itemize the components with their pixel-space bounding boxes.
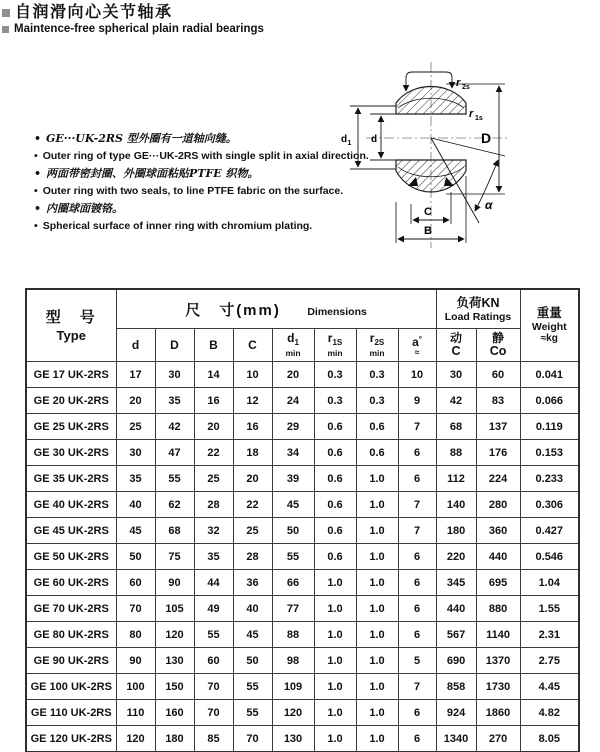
value-cell: 98 — [272, 648, 314, 674]
type-cell: GE 100 UK-2RS — [26, 674, 116, 700]
value-cell: 50 — [233, 648, 272, 674]
dim-col-header: a° ≈ — [398, 329, 436, 362]
value-cell: 34 — [272, 440, 314, 466]
value-cell: 25 — [116, 414, 155, 440]
value-cell: 22 — [233, 492, 272, 518]
value-cell: 12 — [233, 388, 272, 414]
value-cell: 1.0 — [314, 596, 356, 622]
value-cell: 60 — [476, 362, 520, 388]
value-cell: 1.0 — [356, 622, 398, 648]
value-cell: 109 — [272, 674, 314, 700]
type-cell: GE 50 UK-2RS — [26, 544, 116, 570]
dim-col-header: $d_1$ min — [272, 329, 314, 362]
dim-label-d: d — [371, 134, 378, 145]
value-cell: 1.0 — [356, 544, 398, 570]
value-cell: 924 — [436, 700, 476, 726]
spec-table — [25, 288, 580, 752]
table-row — [26, 518, 579, 544]
value-cell: 0.066 — [520, 388, 579, 414]
value-cell: 0.6 — [314, 492, 356, 518]
value-cell: 8.05 — [520, 726, 579, 752]
bullet-dot-icon: • — [34, 184, 38, 197]
value-cell: 1.0 — [356, 674, 398, 700]
load-col-header: 动 C — [436, 329, 476, 362]
value-cell: 6 — [398, 466, 436, 492]
bearing-cross-section-diagram — [328, 56, 598, 270]
value-cell: 1.0 — [314, 726, 356, 752]
type-cell: GE 60 UK-2RS — [26, 570, 116, 596]
value-cell: 22 — [194, 440, 233, 466]
value-cell: 1370 — [476, 648, 520, 674]
value-cell: 180 — [155, 726, 194, 752]
dim-label-B: B — [424, 225, 432, 237]
outer-ring-bottom-section — [396, 160, 466, 192]
type-cell: GE 110 UK-2RS — [26, 700, 116, 726]
dim-label-r1s: r — [469, 108, 474, 120]
value-cell: 0.3 — [356, 388, 398, 414]
feature-item — [34, 130, 334, 148]
type-cell: GE 80 UK-2RS — [26, 622, 116, 648]
type-cell: GE 17 UK-2RS — [26, 362, 116, 388]
value-cell: 1.0 — [314, 700, 356, 726]
dim-label-r2s-sub: 2s — [462, 84, 470, 91]
value-cell: 105 — [155, 596, 194, 622]
value-cell: 130 — [155, 648, 194, 674]
value-cell: 62 — [155, 492, 194, 518]
page-header — [2, 3, 264, 37]
value-cell: 90 — [116, 648, 155, 674]
value-cell: 120 — [272, 700, 314, 726]
value-cell: 1.0 — [356, 492, 398, 518]
dim-label-d1: d — [341, 134, 348, 145]
value-cell: 7 — [398, 674, 436, 700]
value-cell: 55 — [155, 466, 194, 492]
value-cell: 1.0 — [356, 648, 398, 674]
value-cell: 30 — [436, 362, 476, 388]
value-cell: 120 — [116, 726, 155, 752]
value-cell: 88 — [436, 440, 476, 466]
table-row — [26, 674, 579, 700]
value-cell: 0.3 — [314, 362, 356, 388]
type-header-zh: 型 号 — [45, 308, 97, 326]
dim-label-r2s: r — [456, 77, 461, 89]
value-cell: 39 — [272, 466, 314, 492]
table-row — [26, 544, 579, 570]
value-cell: 25 — [194, 466, 233, 492]
value-cell: 1.04 — [520, 570, 579, 596]
value-cell: 1860 — [476, 700, 520, 726]
value-cell: 5 — [398, 648, 436, 674]
value-cell: 30 — [116, 440, 155, 466]
bullet-dot-icon: • — [34, 219, 38, 232]
value-cell: 55 — [233, 674, 272, 700]
value-cell: 18 — [233, 440, 272, 466]
type-cell: GE 120 UK-2RS — [26, 726, 116, 752]
value-cell: 14 — [194, 362, 233, 388]
type-cell: GE 40 UK-2RS — [26, 492, 116, 518]
table-row — [26, 362, 579, 388]
value-cell: 137 — [476, 414, 520, 440]
value-cell: 70 — [194, 700, 233, 726]
value-cell: 70 — [194, 674, 233, 700]
value-cell: 68 — [155, 518, 194, 544]
value-cell: 0.3 — [314, 388, 356, 414]
value-cell: 1340 — [436, 726, 476, 752]
table-row — [26, 466, 579, 492]
value-cell: 55 — [194, 622, 233, 648]
table-row — [26, 570, 579, 596]
value-cell: 66 — [272, 570, 314, 596]
value-cell: 0.6 — [314, 440, 356, 466]
value-cell: 0.233 — [520, 466, 579, 492]
value-cell: 32 — [194, 518, 233, 544]
feature-text: Outer ring with two seals, to line PTFE fabric on the surface. — [42, 184, 344, 197]
value-cell: 28 — [194, 492, 233, 518]
value-cell: 6 — [398, 700, 436, 726]
value-cell: 77 — [272, 596, 314, 622]
table-row — [26, 726, 579, 752]
feature-list — [34, 130, 369, 235]
value-cell: 120 — [155, 622, 194, 648]
value-cell: 60 — [116, 570, 155, 596]
value-cell: 100 — [116, 674, 155, 700]
table-row — [26, 388, 579, 414]
value-cell: 6 — [398, 440, 436, 466]
value-cell: 150 — [155, 674, 194, 700]
value-cell: 0.306 — [520, 492, 579, 518]
value-cell: 695 — [476, 570, 520, 596]
feature-text: Outer ring of type GE···UK-2RS with single split in axial direction. — [42, 149, 369, 162]
value-cell: 0.427 — [520, 518, 579, 544]
type-cell: GE 70 UK-2RS — [26, 596, 116, 622]
value-cell: 1.0 — [314, 648, 356, 674]
value-cell: 1.0 — [356, 596, 398, 622]
value-cell: 17 — [116, 362, 155, 388]
dim-label-r1s-sub: 1s — [475, 115, 483, 122]
bullet-dot-icon: • — [34, 132, 42, 145]
value-cell: 0.041 — [520, 362, 579, 388]
feature-text: Spherical surface of inner ring with chromium plating. — [42, 219, 313, 232]
value-cell: 270 — [476, 726, 520, 752]
bullet-dot-icon: • — [34, 149, 38, 162]
value-cell: 345 — [436, 570, 476, 596]
dim-col-header: D — [155, 329, 194, 362]
dim-label-D: D — [481, 130, 492, 146]
value-cell: 0.119 — [520, 414, 579, 440]
title-row-zh — [2, 3, 264, 22]
dim-col-header: $r_{2S}$ min — [356, 329, 398, 362]
value-cell: 40 — [116, 492, 155, 518]
value-cell: 29 — [272, 414, 314, 440]
value-cell: 0.6 — [356, 440, 398, 466]
value-cell: 47 — [155, 440, 194, 466]
value-cell: 880 — [476, 596, 520, 622]
value-cell: 440 — [436, 596, 476, 622]
dim-col-header: C — [233, 329, 272, 362]
value-cell: 0.6 — [314, 414, 356, 440]
value-cell: 6 — [398, 570, 436, 596]
value-cell: 30 — [155, 362, 194, 388]
value-cell: 70 — [233, 726, 272, 752]
value-cell: 1.0 — [356, 466, 398, 492]
type-header-en: Type — [56, 327, 86, 343]
value-cell: 2.75 — [520, 648, 579, 674]
load-header-en: Load Ratings — [444, 310, 512, 323]
value-cell: 68 — [436, 414, 476, 440]
load-header-zh: 负荷KN — [456, 295, 500, 310]
title-row-en — [2, 22, 264, 37]
value-cell: 83 — [476, 388, 520, 414]
type-cell: GE 30 UK-2RS — [26, 440, 116, 466]
value-cell: 1.0 — [314, 674, 356, 700]
value-cell: 176 — [476, 440, 520, 466]
value-cell: 45 — [116, 518, 155, 544]
table-row — [26, 440, 579, 466]
value-cell: 60 — [194, 648, 233, 674]
value-cell: 280 — [476, 492, 520, 518]
feature-item — [34, 165, 334, 183]
value-cell: 80 — [116, 622, 155, 648]
type-column-header — [26, 289, 116, 362]
value-cell: 35 — [116, 466, 155, 492]
value-cell: 440 — [476, 544, 520, 570]
value-cell: 0.6 — [356, 414, 398, 440]
value-cell: 858 — [436, 674, 476, 700]
value-cell: 20 — [272, 362, 314, 388]
value-cell: 690 — [436, 648, 476, 674]
value-cell: 130 — [272, 726, 314, 752]
value-cell: 1.0 — [314, 570, 356, 596]
weight-header-zh: 重量 — [536, 306, 562, 320]
value-cell: 567 — [436, 622, 476, 648]
value-cell: 20 — [116, 388, 155, 414]
weight-header-en: Weight — [531, 321, 567, 333]
value-cell: 1.0 — [356, 726, 398, 752]
value-cell: 70 — [116, 596, 155, 622]
value-cell: 50 — [272, 518, 314, 544]
value-cell: 45 — [272, 492, 314, 518]
value-cell: 55 — [272, 544, 314, 570]
value-cell: 7 — [398, 518, 436, 544]
type-cell: GE 20 UK-2RS — [26, 388, 116, 414]
value-cell: 1730 — [476, 674, 520, 700]
value-cell: 50 — [116, 544, 155, 570]
value-cell: 1.0 — [314, 622, 356, 648]
value-cell: 6 — [398, 544, 436, 570]
value-cell: 224 — [476, 466, 520, 492]
feature-item — [34, 148, 369, 166]
weight-column-header — [520, 289, 579, 362]
value-cell: 20 — [194, 414, 233, 440]
value-cell: 110 — [116, 700, 155, 726]
dim-label-d1-sub: 1 — [347, 140, 352, 147]
value-cell: 55 — [233, 700, 272, 726]
page-title-zh: 自润滑向心关节轴承 — [15, 4, 173, 21]
dims-header-en: Dimensions — [307, 305, 367, 318]
value-cell: 75 — [155, 544, 194, 570]
value-cell: 4.82 — [520, 700, 579, 726]
feature-text: GE···UK-2RS 型外圈有一道轴向缝。 — [46, 132, 237, 145]
value-cell: 6 — [398, 622, 436, 648]
value-cell: 1.0 — [356, 700, 398, 726]
value-cell: 0.546 — [520, 544, 579, 570]
weight-header-unit: ≈kg — [540, 333, 558, 344]
dimensions-group-header — [116, 289, 436, 329]
bullet-square-icon — [2, 9, 10, 17]
dim-label-alpha: α — [485, 198, 493, 212]
value-cell: 20 — [233, 466, 272, 492]
outer-ring-top-section — [396, 87, 466, 115]
value-cell: 2.31 — [520, 622, 579, 648]
value-cell: 360 — [476, 518, 520, 544]
value-cell: 45 — [233, 622, 272, 648]
type-cell: GE 90 UK-2RS — [26, 648, 116, 674]
value-cell: 35 — [155, 388, 194, 414]
table-row — [26, 622, 579, 648]
feature-item — [34, 183, 344, 201]
value-cell: 0.6 — [314, 518, 356, 544]
value-cell: 6 — [398, 596, 436, 622]
value-cell: 44 — [194, 570, 233, 596]
feature-text: 两面带密封圈、外圈球面粘贴PTFE 织物。 — [46, 167, 259, 180]
value-cell: 42 — [155, 414, 194, 440]
page-title-en: Maintence-free spherical plain radial bearings — [14, 23, 264, 35]
value-cell: 0.6 — [314, 544, 356, 570]
value-cell: 1.55 — [520, 596, 579, 622]
type-cell: GE 35 UK-2RS — [26, 466, 116, 492]
value-cell: 140 — [436, 492, 476, 518]
value-cell: 160 — [155, 700, 194, 726]
value-cell: 180 — [436, 518, 476, 544]
value-cell: 6 — [398, 726, 436, 752]
value-cell: 7 — [398, 492, 436, 518]
value-cell: 24 — [272, 388, 314, 414]
value-cell: 16 — [233, 414, 272, 440]
feature-text: 内圈球面镀铬。 — [46, 202, 124, 215]
value-cell: 85 — [194, 726, 233, 752]
value-cell: 25 — [233, 518, 272, 544]
type-cell: GE 25 UK-2RS — [26, 414, 116, 440]
table-row — [26, 414, 579, 440]
dim-col-header: d — [116, 329, 155, 362]
value-cell: 90 — [155, 570, 194, 596]
value-cell: 1.0 — [356, 518, 398, 544]
value-cell: 4.45 — [520, 674, 579, 700]
value-cell: 16 — [194, 388, 233, 414]
value-cell: 0.153 — [520, 440, 579, 466]
load-ratings-group-header — [436, 289, 520, 329]
feature-item — [34, 218, 334, 236]
bullet-dot-icon: • — [34, 202, 42, 215]
bullet-square-icon — [2, 26, 9, 33]
table-row — [26, 492, 579, 518]
feature-item — [34, 200, 334, 218]
value-cell: 40 — [233, 596, 272, 622]
value-cell: 88 — [272, 622, 314, 648]
value-cell: 10 — [233, 362, 272, 388]
type-cell: GE 45 UK-2RS — [26, 518, 116, 544]
dims-header-zh: 尺 寸(mm) — [185, 301, 281, 319]
value-cell: 49 — [194, 596, 233, 622]
value-cell: 112 — [436, 466, 476, 492]
value-cell: 10 — [398, 362, 436, 388]
value-cell: 0.3 — [356, 362, 398, 388]
value-cell: 35 — [194, 544, 233, 570]
dim-label-C: C — [424, 206, 432, 218]
value-cell: 7 — [398, 414, 436, 440]
table-row — [26, 596, 579, 622]
dim-col-header: $r_{1S}$ min — [314, 329, 356, 362]
bullet-dot-icon: • — [34, 167, 42, 180]
table-body — [26, 362, 579, 752]
table-row — [26, 700, 579, 726]
value-cell: 36 — [233, 570, 272, 596]
value-cell: 42 — [436, 388, 476, 414]
value-cell: 9 — [398, 388, 436, 414]
dim-col-header: B — [194, 329, 233, 362]
value-cell: 1.0 — [356, 570, 398, 596]
group-header-row — [26, 289, 579, 329]
load-col-header: 静 Co — [476, 329, 520, 362]
table-row — [26, 648, 579, 674]
value-cell: 1140 — [476, 622, 520, 648]
value-cell: 0.6 — [314, 466, 356, 492]
value-cell: 220 — [436, 544, 476, 570]
value-cell: 28 — [233, 544, 272, 570]
